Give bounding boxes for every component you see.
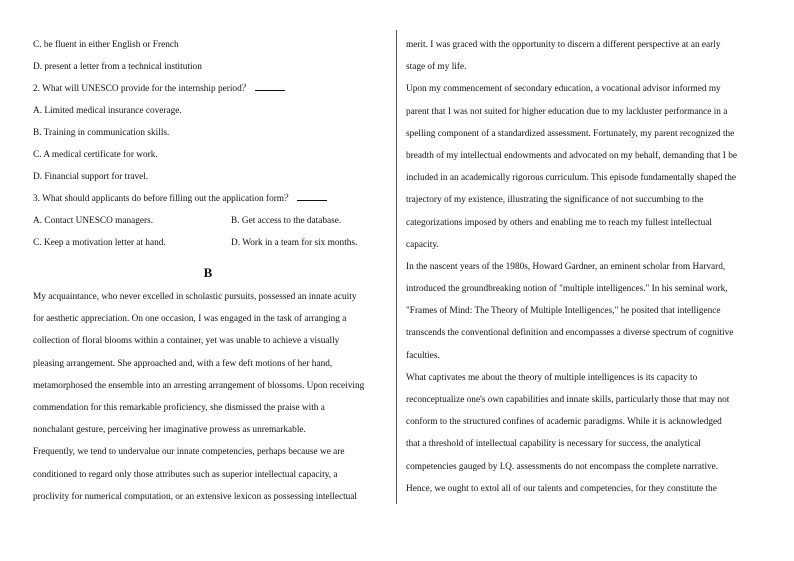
- q2-question: [33, 78, 383, 100]
- passage-line: pleasing arrangement. She approached and, with a few deft motions of her hand,: [33, 358, 333, 369]
- q2-option-b: B. Training in communication skills.: [33, 128, 170, 138]
- passage-line: capacity.: [406, 239, 439, 250]
- q2-answer-blank[interactable]: [255, 81, 285, 91]
- passage-left: [33, 286, 383, 508]
- passage-line: metamorphosed the ensemble into an arresting arrangement of blossoms. Upon receiving: [33, 380, 365, 391]
- q3-option-d: D. Work in a team for six months.: [231, 238, 358, 248]
- q3-question-text: 3. What should applicants do before filling out the application form？: [33, 194, 294, 204]
- passage-line: "Frames of Mind: The Theory of Multiple Intelligences," he posited that intelligence: [406, 306, 721, 317]
- q2-option-d: D. Financial support for travel.: [33, 172, 149, 182]
- passage-line: for aesthetic appreciation. On one occasion, I was engaged in the task of arranging a: [33, 314, 347, 325]
- passage-line: Upon my commencement of secondary education, a vocational advisor informed my: [406, 84, 721, 95]
- passage-line: nonchalant gesture, perceiving her imaginative prowess as unremarkable.: [33, 425, 306, 436]
- passage-line: conditioned to regard only those attributes such as superior intellectual capacity, a: [33, 469, 338, 480]
- section-heading: B: [203, 265, 213, 280]
- q3-answer-blank[interactable]: [297, 191, 327, 201]
- left-column: [33, 34, 383, 508]
- passage-line: collection of floral blooms within a container, yet was unable to achieve a visually: [33, 336, 340, 347]
- passage-line: proclivity for numerical computation, or an extensive lexicon as possessing intellectual: [33, 491, 358, 502]
- passage-line: that a threshold of intellectual capability is necessary for success, the analytical: [406, 439, 701, 450]
- passage-line: competencies gauged by I.Q. assessments do not encompass the complete narrative.: [406, 461, 719, 472]
- column-divider: [396, 30, 397, 504]
- passage-line: My acquaintance, who never excelled in scholastic pursuits, possessed an innate acuity: [33, 292, 357, 302]
- q2-option-c: C. A medical certificate for work.: [33, 150, 158, 160]
- q2-option-a: A. Limited medical insurance coverage.: [33, 106, 182, 116]
- passage-line: reconceptualize one's own capabilities and innate skills, particularly those that may not: [406, 395, 730, 405]
- passage-line: breadth of my intellectual endowments and advocated on my behalf, demanding that I be: [406, 150, 737, 161]
- passage-line: transcends the conventional definition and encompasses a diverse spectrum of cognitive: [406, 328, 734, 339]
- passage-line: categorizations imposed by others and enabling me to reach my fullest intellectual: [406, 217, 712, 228]
- passage-line: What captivates me about the theory of multiple intelligences is its capacity to: [406, 372, 698, 383]
- passage-line: conform to the structured confines of academic paradigms. While it is acknowledged: [406, 417, 722, 428]
- passage-line: parent that I was not suited for higher education due to my lackluster performance in a: [406, 106, 728, 117]
- q3-question: [33, 188, 383, 210]
- passage-line: introduced the groundbreaking notion of "multiple intelligences." In his seminal work,: [406, 284, 728, 295]
- passage-line: merit. I was graced with the opportunity to discern a different perspective at an early: [406, 40, 721, 50]
- passage-line: commendation for this remarkable proficiency, she dismissed the praise with a: [33, 402, 325, 413]
- right-column: [406, 34, 762, 500]
- passage-line: faculties.: [406, 350, 440, 361]
- q3-options-row-2: [33, 232, 383, 254]
- q3-options-row-1: [33, 210, 383, 232]
- q2-question-text: 2. What will UNESCO provide for the internship period？: [33, 84, 252, 94]
- q1-option-c: C. be fluent in either English or French: [33, 40, 179, 50]
- passage-line: trajectory of my existence, illustrating the significance of not succumbing to the: [406, 195, 704, 206]
- q3-option-c: C. Keep a motivation letter at hand.: [33, 238, 166, 248]
- q3-option-b: B. Get access to the database.: [231, 216, 342, 226]
- passage-line: In the nascent years of the 1980s, Howard Gardner, an eminent scholar from Harvard,: [406, 261, 726, 272]
- passage-line: Frequently, we tend to undervalue our innate competencies, perhaps because we are: [33, 447, 345, 458]
- q3-option-a: A. Contact UNESCO managers.: [33, 216, 154, 226]
- passage-line: included in an academically rigorous curriculum. This episode fundamentally shaped the: [406, 173, 737, 184]
- passage-line: spelling component of a standardized assessment. Fortunately, my parent recognized the: [406, 128, 735, 139]
- q1-option-d: D. present a letter from a technical institution: [33, 62, 202, 72]
- passage-line: stage of my life.: [406, 62, 467, 73]
- passage-line: Hence, we ought to extol all of our talents and competencies, for they constitute the: [406, 483, 717, 494]
